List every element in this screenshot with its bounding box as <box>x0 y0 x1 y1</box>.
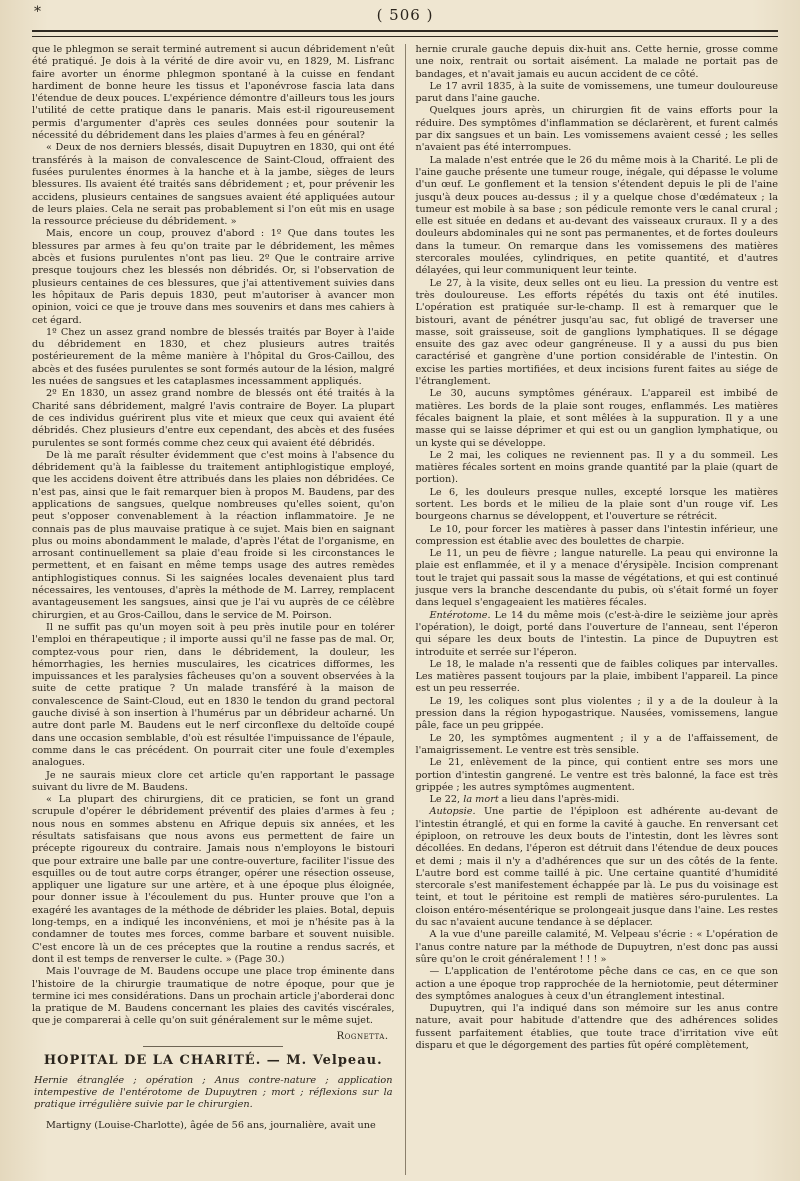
paragraph: Le 30, aucuns symptômes généraux. L'appareil est imbibé de matières. Les bords de la plaie sont rouges, enflammés. Les matières fécales baignent la plaie, et sont mêlées à la suppuration. Il y a une masse qui se laisse déprimer et qui est ou un ganglion lymphatique, ou un kyste qui se développe. <box>415 388 778 449</box>
left-column <box>32 44 395 1175</box>
page-mark: * <box>34 4 41 20</box>
paragraph-text: Le 22, <box>429 794 464 806</box>
paragraph: Le 18, le malade n'a ressenti que de faibles coliques par intervalles. Les matières passent toujours par la plaie, imbibent l'appareil. La pince est un peu resserrée. <box>415 658 778 695</box>
paragraph: hernie crurale gauche depuis dix-huit ans. Cette hernie, grosse comme une noix, rentrait ou sortait aisément. La malade ne portait pas de bandages, et n'avait jamais eu aucun accident de ce côté. <box>415 44 778 80</box>
right-column <box>415 44 778 1175</box>
paragraph: « La plupart des chirurgiens, dit ce praticien, se font un grand scrupule d'opérer le débridement préventif des plaies d'armes à feu ; nous nous en sommes abstenu en Afrique depuis six années, et les résultats satisfaisans que nous avons eus permettent de faire un précepte rigoureux du contraire. Jamais nous n'employons le bistouri que pour extraire une balle par une contre-ouverture, faciliter l'issue des esquilles ou de tout autre corps étranger, opérer une résection osseuse, appliquer une ligature sur une artère, et à une époque plus éloignée, pour donner issue à l'écoulement du pus. Hunter prouve que l'on a exagéré les avantages de la méthode de débrider les plaies. Botal, depuis long-temps, en a indiqué les inconvéniens, et moi je n'hésite pas à la condamner de toutes mes forces, comme barbare et souvent nuisible. C'est encore là un de ces préceptes que la routine a rendus sacrés, et dont il est temps de renverser le culte. » (Page 30.) <box>32 794 395 965</box>
paragraph: Le 10, pour forcer les matières à passer dans l'intestin inférieur, une compression est établie avec des boulettes de charpie. <box>415 523 778 547</box>
paragraph: Martigny (Louise-Charlotte), âgée de 56 ans, journalière, avait une <box>46 1119 376 1131</box>
paragraph: Il ne suffit pas qu'un moyen soit à peu près inutile pour en tolérer l'emploi en thérapeutique ; il importe aussi qu'il ne fasse pas de mal. Or, comptez-vous pour rien, dans le débridement, la douleur, les hémorrhagies, les hernies musculaires, les cicatrices difformes, les impuissances et les paralysies fâcheuses qu'on a souvent observées à la suite de cette pratique ? Un malade transféré à la maison de convalescence de Saint-Cloud, eut en 1830 le tendon du grand pectoral gauche divisé à son insertion à l'humérus par un débrideur acharné. Un autre dont parle M. Baudens eut le nerf circonflexe du deltoïde coupé dans une occasion semblable, d'où est résultée l'impuissance de l'épaule, comme dans le cas précédent. On pourrait citer une foule d'exemples analogues. <box>32 621 395 769</box>
author-signature: Rognetta. <box>336 1030 389 1042</box>
run-in-heading: Entérotome. <box>429 609 491 621</box>
paragraph: « Deux de nos derniers blessés, disait Dupuytren en 1830, qui ont été transférés à la maison de convalescence de Saint-Cloud, offraient des fusées purulentes énormes à la hanche et à la jambe, sièges de leurs blessures. Ils avaient été traités sans débridement ; et, pour prévenir les accidens, plusieurs centaines de sangsues avaient été appliquées autour de leurs plaies. Cela ne serait pas probablement si l'on eût mis en usage la ressource précieuse du débridement. » <box>32 142 395 228</box>
page-header <box>32 0 778 34</box>
paragraph <box>415 794 778 806</box>
paragraph: Je ne saurais mieux clore cet article qu'en rapportant le passage suivant du livre de M. Baudens. <box>32 769 395 793</box>
paragraph: Le 21, enlèvement de la pince, qui contient entre ses mors une portion d'intestin gangrené. Le ventre est très balonné, la face est très grippée ; les autres symptômes augmentent. <box>415 757 778 793</box>
paragraph <box>415 610 778 659</box>
paragraph: Le 11, un peu de fièvre ; langue naturelle. La peau qui environne la plaie est enflammée, et il y a menace d'érysipèle. Incision comprenant tout le trajet qui passait sous la masse de végétations, et qui est continué jusque vers la branche descendante du pubis, où s'était formé un foyer dans lequel s'engageaient les matières fécales. <box>415 548 778 609</box>
paragraph <box>415 806 778 929</box>
columns <box>32 44 778 1175</box>
page-number: ( 506 ) <box>376 6 434 24</box>
emphasis: la mort <box>463 794 499 806</box>
paragraph: Le 6, les douleurs presque nulles, excepté lorsque les matières sortent. Les bords et le milieu de la plaie sont d'un rouge vif. Les bourgeons charnus se développent, et l'ouverture se rétrécit. <box>415 486 778 523</box>
paragraph: Mais l'ouvrage de M. Baudens occupe une place trop éminente dans l'histoire de la chirurgie traumatique de notre époque, pour que je termine ici mes considérations. Dans un prochain article j'aborderai donc la pratique de M. Baudens concernant les plaies des cavités viscérales, que je comparerai à celle qu'on suit généralement sur le même sujet. <box>32 966 395 1027</box>
paragraph: Dupuytren, qui l'a indiqué dans son mémoire sur les anus contre nature, avait pour habitude d'attendre que des adhérences solides fussent parfaitement établies, que toute trace d'irritation vive eût disparu et que le dégorgement des parties fût opéré complètement, <box>415 1003 778 1052</box>
paragraph-text: a lieu dans l'après-midi. <box>498 794 620 806</box>
paragraph: Le 27, à la visite, deux selles ont eu lieu. La pression du ventre est très douloureuse. Les efforts répétés du taxis ont été inutiles. L'opération est pratiquée sur-le-champ. Il est à remarquer que le bistouri, avant de pénétrer jusqu'au sac, fut obligé de traverser une masse, soit graisseuse, soit de ganglions lymphatiques. Il se dégage ensuite des gaz avec odeur gangréneuse. Il y a aussi du pus bien caractérisé et gangrène d'une portion considérable de l'intestin. On excise les parties mortifiées, et deux incisions furent faites au siége de l'étranglement. <box>415 277 778 388</box>
column-divider <box>405 44 406 1175</box>
paragraph: Le 20, les symptômes augmentent ; il y a de l'affaissement, de l'amaigrissement. Le ventre est très sensible. <box>415 732 778 756</box>
paragraph-text: Le 14 du même mois (c'est-à-dire le seizième jour après l'opération), le doigt, porté dans l'ouverture de l'anneau, sent l'éperon qui sépare les deux bouts de l'intestin. La pince de Dupuytren est introduite et serrée sur l'éperon. <box>415 609 778 658</box>
paragraph: Mais, encore un coup, prouvez d'abord : 1º Que dans toutes les blessures par armes à feu qu'on traite par le débridement, les mêmes abcès et fusions purulentes n'ont pas lieu. 2º Que le contraire arrive presque toujours chez les blessés non débridés. Or, si l'observation de plusieurs centaines de ces blessures, que j'ai attentivement suivies dans les hôpitaux de Paris depuis 1830, peut m'autoriser à avancer mon opinion, voici ce que je trouve dans mes souvenirs et dans mes cahiers à cet égard. <box>32 228 395 326</box>
run-in-heading: Autopsie. <box>429 806 476 818</box>
paragraph: La malade n'est entrée que le 26 du même mois à la Charité. Le pli de l'aine gauche présente une tumeur rouge, inégale, qui dépasse le volume d'un œuf. Le gonflement et la tension s'étendent depuis le pli de l'aine jusqu'à deux pouces au-dessus ; il y a quelque chose d'œdémateux ; la tumeur est mobile à sa base ; son pédicule remonte vers le canal crural ; elle est située en dedans et au-devant des vaisseaux cruraux. Il y a des douleurs abdominales qui ne sont pas permanentes, et de fortes douleurs dans la tumeur. On remarque dans les vomissemens des matières stercorales moulées, cylindriques, en petite quantité, et d'autres délayées, qui leur communiquent leur teinte. <box>415 154 778 277</box>
paragraph: Le 2 mai, les coliques ne reviennent pas. Il y a du sommeil. Les matières fécales sortent en moins grande quantité par la plaie (quart de portion). <box>415 449 778 486</box>
paragraph: 2º En 1830, un assez grand nombre de blessés ont été traités à la Charité sans débridement, malgré l'avis contraire de Boyer. La plupart de ces individus guérirent plus vite et mieux que ceux qui avaient été débridés. Chez plusieurs d'entre eux cependant, des abcès et des fusées purulentes se sont formés comme chez ceux qui avaient été débridés. <box>32 388 395 449</box>
paragraph: Le 17 avril 1835, à la suite de vomissemens, une tumeur douloureuse parut dans l'aine gauche. <box>415 80 778 105</box>
paragraph: que le phlegmon se serait terminé autrement si aucun débridement n'eût été pratiqué. Je dois à la vérité de dire avoir vu, en 1829, M. Lisfranc faire avorter un énorme phlegmon spontané à la cuisse en fendant hardiment de bonne heure les tissus et l'aponévrose fascia lata dans l'étendue de deux pouces. L'expérience démontre d'ailleurs tous les jours l'utilité de cette pratique dans le panaris. Mais est-il rigoureusement permis d'argumenter d'après ces seules données pour soutenir la nécessité du débridement dans les plaies d'armes à feu en général? <box>32 44 395 142</box>
paragraph: Le 19, les coliques sont plus violentes ; il y a de la douleur à la pression dans la région hypogastrique. Nausées, vomissemens, langue pâle, face un peu grippée. <box>415 695 778 732</box>
paragraph: — L'application de l'entérotome pêche dans ce cas, en ce que son action a une époque trop rapprochée de la herniotomie, peut déterminer des symptômes analogues à ceux d'un étranglement intestinal. <box>415 966 778 1002</box>
section-divider <box>143 1046 283 1047</box>
section-title: HOPITAL DE LA CHARITÉ. — M. Velpeau. <box>43 1052 383 1068</box>
case-summary: Hernie étranglée ; opération ; Anus contre-nature ; application intempestive de l'entérotome de Dupuytren ; mort ; réflexions sur la pratique irrégulière suivie par le chirurgien. <box>34 1074 393 1111</box>
header-rule <box>32 30 778 37</box>
paragraph: Quelques jours après, un chirurgien fit de vains efforts pour la réduire. Des symptômes d'inflammation se déclarèrent, et furent calmés par dix sangsues et un bain. Les vomissemens avaient cessé ; les selles n'avaient pas été interrompues. <box>415 105 778 154</box>
paragraph: De là me paraît résulter évidemment que c'est moins à l'absence du débridement qu'à la faiblesse du traitement antiphlogistique employé, que les accidens doivent être attribués dans les plaies non débridées. Ce n'est pas, ainsi que le fait remarquer bien à propos M. Baudens, par des applications de sangsues, quelque nombreuses qu'elles soient, qu'on peut s'opposer convenablement à la réaction inflammatoire. Je ne connais pas de plus mauvaise pratique à ce sujet. Mais bien en saignant plus ou moins abondamment le malade, d'après l'état de l'organisme, en arrosant continuellement sa plaie d'eau froide si les circonstances le permettent, et en faisant en même temps usage des autres remèdes antiphlogistiques connus. Si les saignées locales devenaient plus tard nécessaires, les ventouses, d'après la méthode de M. Larrey, remplacent avantageusement les sangsues, ainsi que je l'ai vu auprès de ce célèbre chirurgien, et au Gros-Caillou, dans le service de M. Poirson. <box>32 449 395 621</box>
paragraph: 1º Chez un assez grand nombre de blessés traités par Boyer à l'aide du débridement en 1830, et chez plusieurs autres traités postérieurement de la même manière à l'hôpital du Gros-Caillou, des abcès et des fusées purulentes se sont formés autour de la lésion, malgré les nuées de sangsues et les cataplasmes incessamment appliqués. <box>32 326 395 388</box>
paragraph: A la vue d'une pareille calamité, M. Velpeau s'écrie : « L'opération de l'anus contre nature par la méthode de Dupuytren, n'est donc pas aussi sûre qu'on le croit généralement ! ! ! » <box>415 929 778 965</box>
paragraph-text: Une partie de l'épiploon est adhérente au-devant de l'intestin étranglé, et qui en forme la cavité à gauche. En renversant cet épiploon, on retrouve les deux bouts de l'intestin, dont les lèvres sont décollées. En dedans, l'éperon est détruit dans l'étendue de deux pouces et demi ; mais il n'y a d'adhérences que sur un des côtés de la fente. L'autre bord est comme taillé à pic. Une certaine quantité d'humidité stercorale s'est manifestement échappée par là. Le pus du voisinage est teint, et tout le péritoine est rempli de matières séro-purulentes. La cloison entéro-mésentérique se prolongeait jusque dans l'aine. Les restes du sac n'avaient aucune tendance à se déplacer. <box>415 806 778 929</box>
